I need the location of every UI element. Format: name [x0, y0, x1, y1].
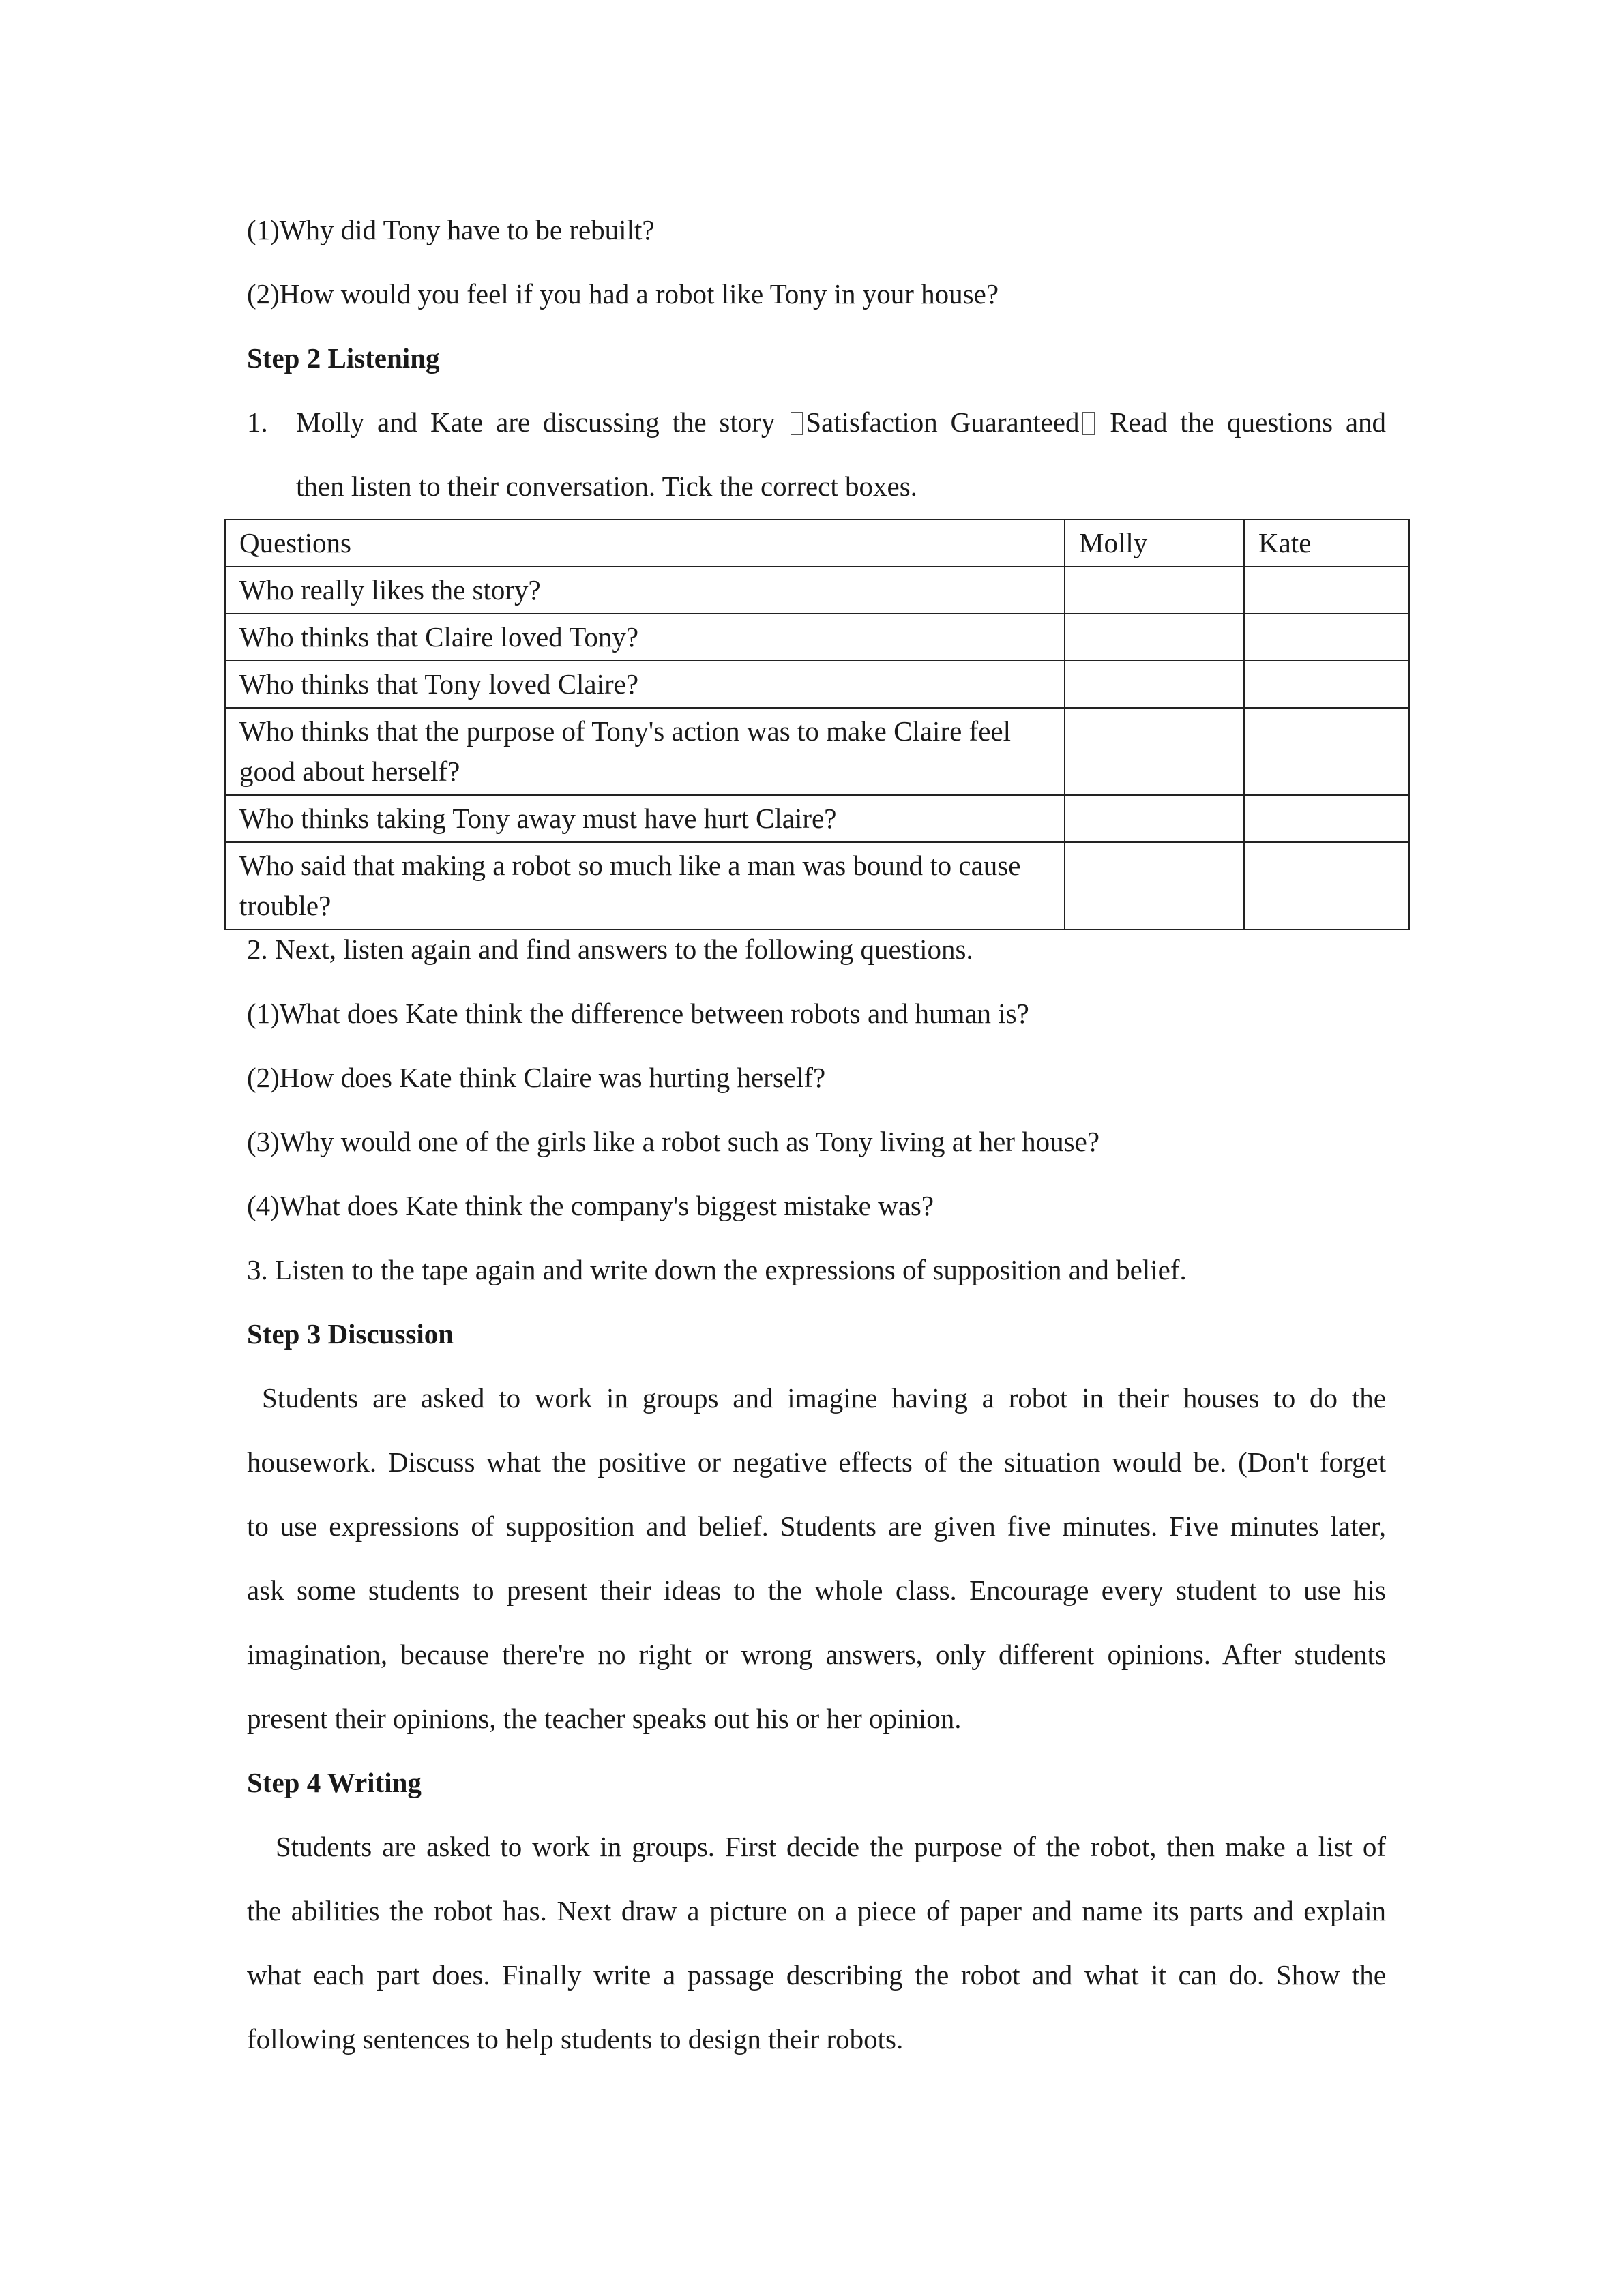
molly-checkbox-cell[interactable]	[1065, 661, 1244, 708]
question-cell: Who thinks that Tony loved Claire?	[225, 661, 1065, 708]
step4-line-4: following sentences to help students to design their robots.	[247, 2023, 904, 2055]
molly-checkbox-cell[interactable]	[1065, 567, 1244, 614]
header-molly: Molly	[1065, 520, 1244, 567]
task2-question-3: (3)Why would one of the girls like a robot such as Tony living at her house?	[247, 1126, 1100, 1157]
step4-heading: Step 4 Writing	[247, 1767, 422, 1798]
molly-checkbox-cell[interactable]	[1065, 795, 1244, 842]
quote-close-glyph	[1082, 412, 1095, 435]
question-cell: Who thinks that Claire loved Tony?	[225, 614, 1065, 661]
question-cell: Who thinks that the purpose of Tony's action was to make Claire feel good about herself?	[225, 708, 1065, 795]
intro-question-1: (1)Why did Tony have to be rebuilt?	[247, 214, 655, 245]
table-row	[225, 795, 1409, 842]
table-row	[225, 708, 1409, 795]
task2-question-2: (2)How does Kate think Claire was hurting herself?	[247, 1062, 826, 1093]
question-cell: Who thinks taking Tony away must have hurt Claire?	[225, 795, 1065, 842]
step4-line-1: Students are asked to work in groups. First decide the purpose of the robot, then make a list of	[276, 1831, 1386, 1862]
step3-heading: Step 3 Discussion	[247, 1318, 454, 1350]
step3-line-4: ask some students to present their ideas to the whole class. Encourage every student to use his	[247, 1575, 1386, 1606]
table-row	[225, 614, 1409, 661]
header-questions: Questions	[225, 520, 1065, 567]
step3-line-3: to use expressions of supposition and belief. Students are given five minutes. Five minutes later,	[247, 1510, 1386, 1542]
step3-line-5: imagination, because there're no right or wrong answers, only different opinions. After students	[247, 1639, 1386, 1670]
task3-instruction: 3. Listen to the tape again and write down the expressions of supposition and belief.	[247, 1254, 1187, 1285]
molly-checkbox-cell[interactable]	[1065, 842, 1244, 929]
step3-line-1: Students are asked to work in groups and imagine having a robot in their houses to do the	[262, 1382, 1386, 1414]
table-row	[225, 567, 1409, 614]
task1-line2: then listen to their conversation. Tick the correct boxes.	[296, 471, 917, 502]
table-row	[225, 661, 1409, 708]
step3-line-2: housework. Discuss what the positive or negative effects of the situation would be. (Don't forget	[247, 1446, 1386, 1478]
molly-checkbox-cell[interactable]	[1065, 708, 1244, 795]
kate-checkbox-cell[interactable]	[1244, 708, 1409, 795]
step4-line-3: what each part does. Finally write a passage describing the robot and what it can do. Show the	[247, 1959, 1386, 1991]
kate-checkbox-cell[interactable]	[1244, 795, 1409, 842]
step4-line-2: the abilities the robot has. Next draw a picture on a piece of paper and name its parts and explain	[247, 1895, 1386, 1926]
step2-heading: Step 2 Listening	[247, 342, 440, 374]
questions-table	[224, 519, 1410, 930]
quote-open-glyph	[791, 412, 803, 435]
task2-question-1: (1)What does Kate think the difference between robots and human is?	[247, 998, 1029, 1029]
intro-question-2: (2)How would you feel if you had a robot like Tony in your house?	[247, 278, 999, 310]
task1-line1-before: Molly and Kate are discussing the story	[296, 406, 776, 438]
step3-line-6: present their opinions, the teacher speaks out his or her opinion.	[247, 1703, 962, 1734]
kate-checkbox-cell[interactable]	[1244, 661, 1409, 708]
question-cell: Who said that making a robot so much like a man was bound to cause trouble?	[225, 842, 1065, 929]
kate-checkbox-cell[interactable]	[1244, 614, 1409, 661]
molly-checkbox-cell[interactable]	[1065, 614, 1244, 661]
task2-instruction: 2. Next, listen again and find answers to the following questions.	[247, 934, 973, 965]
task1-story-title: Satisfaction Guaranteed	[806, 406, 1080, 438]
task1-line1	[296, 406, 1386, 438]
table-row	[225, 842, 1409, 929]
table-header-row	[225, 520, 1409, 567]
task1-number: 1.	[247, 406, 268, 438]
task1-line1-after: Read the questions and	[1110, 406, 1387, 438]
kate-checkbox-cell[interactable]	[1244, 567, 1409, 614]
kate-checkbox-cell[interactable]	[1244, 842, 1409, 929]
question-cell: Who really likes the story?	[225, 567, 1065, 614]
header-kate: Kate	[1244, 520, 1409, 567]
task2-question-4: (4)What does Kate think the company's biggest mistake was?	[247, 1190, 934, 1221]
